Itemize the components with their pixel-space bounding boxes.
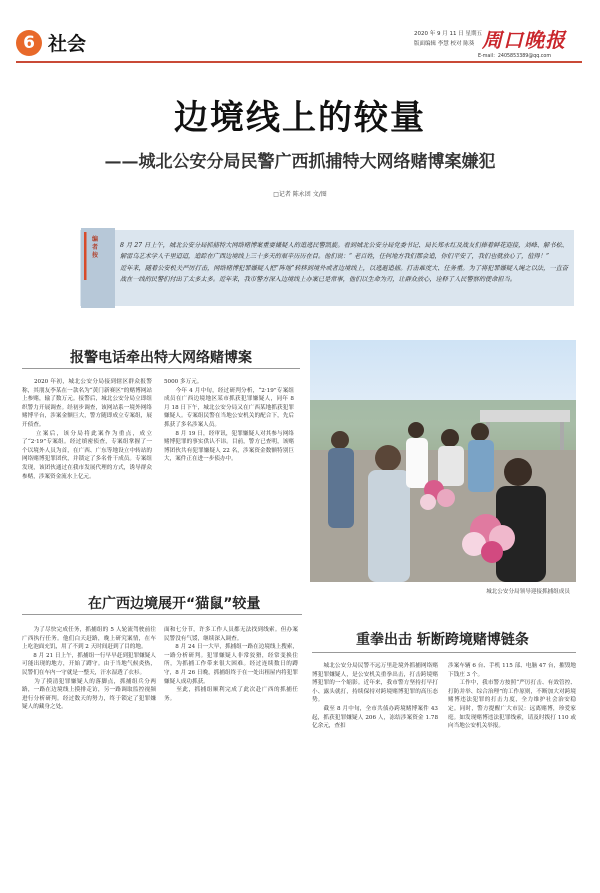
section3-column-2: 涉案车辆 6 台、手机 115 部、电脑 47 台，摧毁地下钱庄 3 个。 工作中，我市警方按照“严厉打击、有效管控、打防并举、综合治理”的工作原则，不断加大对跨境赌博违法犯罪的打击力度，全力维护社会治安稳定。同时，警方提醒广大市民：远离赌博，珍爱家庭。如发现赌博违法犯罪线索，请及时拨打 110 或向当地公安机关举报。 [448,663,576,730]
article-headline: 边境线上的较量 [174,98,426,138]
article-byline: □记者 陈永团 文/图 [273,191,327,198]
editor-note-label: 编者按 [92,236,99,259]
section3-column-1: 城北公安分局民警不远万里赴境外抓捕网络赌博犯罪嫌疑人，是公安机关重拳出击，打击跨境赌博犯罪的一个缩影。近年来，我市警方坚持打早打小、露头就打，持续保持对跨境赌博犯罪的高压态势。 截至 8 月中旬，全市共侦办跨境赌博案件 43 起，抓获犯罪嫌疑人 206 人，冻结涉案资金 1.78 亿余元，查扣 [312,663,438,730]
article-subtitle: ——城北公安分局民警广西抓捕特大网络赌博案嫌犯 [104,152,496,172]
section3-title: 重拳出击 斩断跨境赌博链条 [356,632,529,648]
article-photo [310,340,576,582]
section3-rule [312,652,576,653]
contact-email: E-mail：2405853389@qq.com [478,54,552,59]
photo-caption: 城北公安分局领导迎接抓捕组成员 [486,589,570,595]
editor-note-text: 8 月 27 日上午，城北公安分局抓捕特大网络赌博案重要嫌疑人的追逃民警凯旋。看到城北公安分局党委书记、局长郑永红及战友们捧着鲜花迎接，刘峰、解书松、解雷乌艺术学人千里迢迢，追踪在广西边境线上三十多天的艰辛历历在目。他们说：“ 老百姓，任何地方我们都会追，你们平安了，我们也就放心了，值得！” 近年来，随着公安机关严厉打击，网络赌博犯罪嫌疑人把“阵地”转移到境外或者边境线上，以逃避追捕。打击难度大、任务重。为了将犯罪嫌疑人绳之以法，一直奋战在一线的民警们付出了太多太多。近年来，我市警方深入边境线上办案已是常事，他们以生命为刃，让群众放心，诠释了人民警察的使命担当。 [120,242,568,284]
section1-rule [22,368,300,369]
section1-title: 报警电话牵出特大网络赌博案 [70,350,252,366]
page-number-badge: 6 [16,30,42,56]
section2-column-1: 为了尽快完成任务，抓捕组的 5 人轮流驾驶前往广西执行任务。他们白天赶路，晚上研究案情，在车上吃泡面充饥，用了不到 2 天时间赶到了目的地。 8 月 21 日上午，抓捕组一行早早赶到犯罪嫌疑人可能出现的地方，开始了蹲守。由于当地气候炎热，民警们在车内一守就是一整天，汗水湿透了衣衫。 为了摸清犯罪嫌疑人的落脚点，抓捕组兵分两路，一路在边境线上摸排走访，另一路调取监控视频进行分析研判。经过数天的努力，终于锁定了犯罪嫌疑人的藏身之处。 [22,627,156,711]
editors-line: 版面编辑 李慧 校对 陈葵 [414,41,475,47]
section2-rule [22,614,302,615]
section2-title: 在广西边境展开“猫鼠”较量 [88,596,261,612]
issue-date: 2020 年 9 月 11 日 星期五 [414,31,482,37]
section-title: 社会 [48,33,87,55]
section2-column-2: 面和七分节，许多工作人员都无法找到线索。但办案民警没有气馁，继续深入调查。 8 月 24 日一大早，抓捕组一路在边境线上搜索，一路分析研判。犯罪嫌疑人非常狡猾，经常变换住所，为抓捕工作带来很大困难。经过连续数日的蹲守，8 月 26 日晚，抓捕组终于在一处出租屋内将犯罪嫌疑人成功抓获。 至此，抓捕组顺利完成了此次赴广西的抓捕任务。 [164,627,298,702]
section1-column-1: 2020 年初，城北公安分局接到辖区群众报警称，其朋友李某在一款名为“黄门新赛区”的赌博网站上参赌，输了数万元。接警后，城北公安分局立即组织警力开展调查。经初步调查，该网站系一境外网络赌博平台，涉案金额巨大，警方随即成立专案组，展开侦查。 立案后，该分局将此案作为重点，成立了“2·19”专案组。经过缜密侦查，专案组掌握了一个以境外人员为首，在广西、广东等地设立中转站的网络赌博犯罪团伙，并锁定了多名骨干成员。专案组发现，该团伙通过在我市发展代理的方式，诱导群众参赌，涉案资金流水上亿元。 [22,379,152,480]
newspaper-logo: 周口晚报 [482,28,566,52]
section1-column-2: 5000 多万元。 今年 4 月中旬，经过研判分析，“2·19”专案组成员在广西边境地区某市抓获犯罪嫌疑人，同年 8 月 18 日下午，城北公安分局又在广西某地抓获犯罪嫌疑人。专案组民警在当地公安机关的配合下，先后抓获了多名涉案人员。 8 月 19 日，经审讯，犯罪嫌疑人对其参与网络赌博犯罪的事实供认不讳。目前，警方已查明，该赌博团伙共有犯罪嫌疑人 22 名，涉案资金数额特别巨大，案件正在进一步侦办中。 [164,379,294,463]
header-rule [16,61,582,63]
